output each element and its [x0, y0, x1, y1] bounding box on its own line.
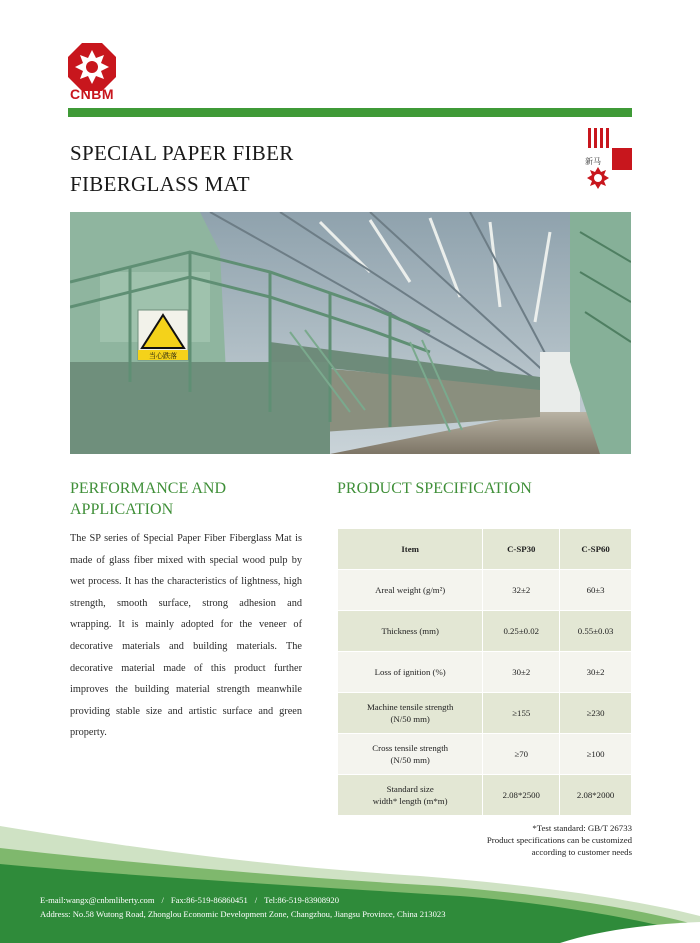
row-sp30: 30±2	[483, 652, 560, 693]
footer-wave	[0, 826, 700, 943]
table-header-row	[338, 529, 632, 570]
xinma-logo-chars: 新马	[585, 157, 601, 166]
page-title	[70, 138, 294, 200]
row-item: Machine tensile strength (N/50 mm)	[338, 693, 483, 734]
row-item: Thickness (mm)	[338, 611, 483, 652]
performance-heading-line2: APPLICATION	[70, 501, 174, 518]
header-item: Item	[338, 529, 483, 570]
row-item: Cross tensile strength (N/50 mm)	[338, 734, 483, 775]
footer-separator: /	[161, 895, 164, 905]
warning-sign-text: 当心跌落	[149, 352, 177, 360]
row-sp30: 2.08*2500	[483, 775, 560, 816]
table-row	[338, 652, 632, 693]
header-divider-bar	[68, 108, 632, 117]
row-item: Standard size width* length (m*m)	[338, 775, 483, 816]
row-sp60: ≥100	[560, 734, 632, 775]
row-sp30: 0.25±0.02	[483, 611, 560, 652]
table-row	[338, 570, 632, 611]
row-sp30: ≥155	[483, 693, 560, 734]
row-sp60: 2.08*2000	[560, 775, 632, 816]
header-sp60: C-SP60	[560, 529, 632, 570]
footer-email: E-mail:wangx@cnbmliberty.com	[40, 895, 155, 905]
row-sp30: 32±2	[483, 570, 560, 611]
footer-contact	[40, 893, 339, 907]
page-title-line1: SPECIAL PAPER FIBER	[70, 141, 294, 165]
performance-heading	[70, 478, 226, 520]
table-row	[338, 775, 632, 816]
row-sp60: ≥230	[560, 693, 632, 734]
table-row	[338, 734, 632, 775]
table-row	[338, 611, 632, 652]
row-sp60: 0.55±0.03	[560, 611, 632, 652]
performance-heading-line1: PERFORMANCE AND	[70, 480, 227, 497]
xinma-logo-icon	[584, 128, 634, 194]
table-row	[338, 693, 632, 734]
header-sp30: C-SP30	[483, 529, 560, 570]
footer-fax: Fax:86-519-86860451	[170, 895, 248, 905]
footer-separator: /	[254, 895, 258, 905]
brand-name: CNBM	[70, 86, 114, 102]
footer-tel: Tel:86-519-83908920	[264, 895, 339, 905]
row-item: Loss of ignition (%)	[338, 652, 483, 693]
row-sp60: 60±3	[560, 570, 632, 611]
factory-photo	[70, 212, 631, 454]
note-customer-needs: according to customer needs	[531, 847, 632, 857]
performance-text: The SP series of Special Paper Fiber Fiberglass Mat is made of glass fiber mixed with special wood pulp by wet process. It has the characteristics of lightness, high strength, smooth surface, strong adhesion and wrapping. It is mainly adopted for the veneer of decorative materials and building materials. The decorative material made of this product further improves the building material strength meanwhile providing stable size and artistic surface and green property.	[70, 533, 302, 739]
row-sp60: 30±2	[560, 652, 632, 693]
specification-table	[337, 528, 632, 816]
page-title-line2: FIBERGLASS MAT	[70, 172, 250, 196]
note-test-standard: *Test standard: GB/T 26733	[532, 823, 632, 833]
row-item: Areal weight (g/m²)	[338, 570, 483, 611]
row-sp30: ≥70	[483, 734, 560, 775]
footer-address: Address: No.58 Wutong Road, Zhonglou Economic Development Zone, Changzhou, Jiangsu Province, China 213023	[40, 909, 446, 919]
note-customize: Product specifications can be customized	[486, 835, 632, 845]
specification-heading: PRODUCT SPECIFICATION	[337, 480, 532, 497]
